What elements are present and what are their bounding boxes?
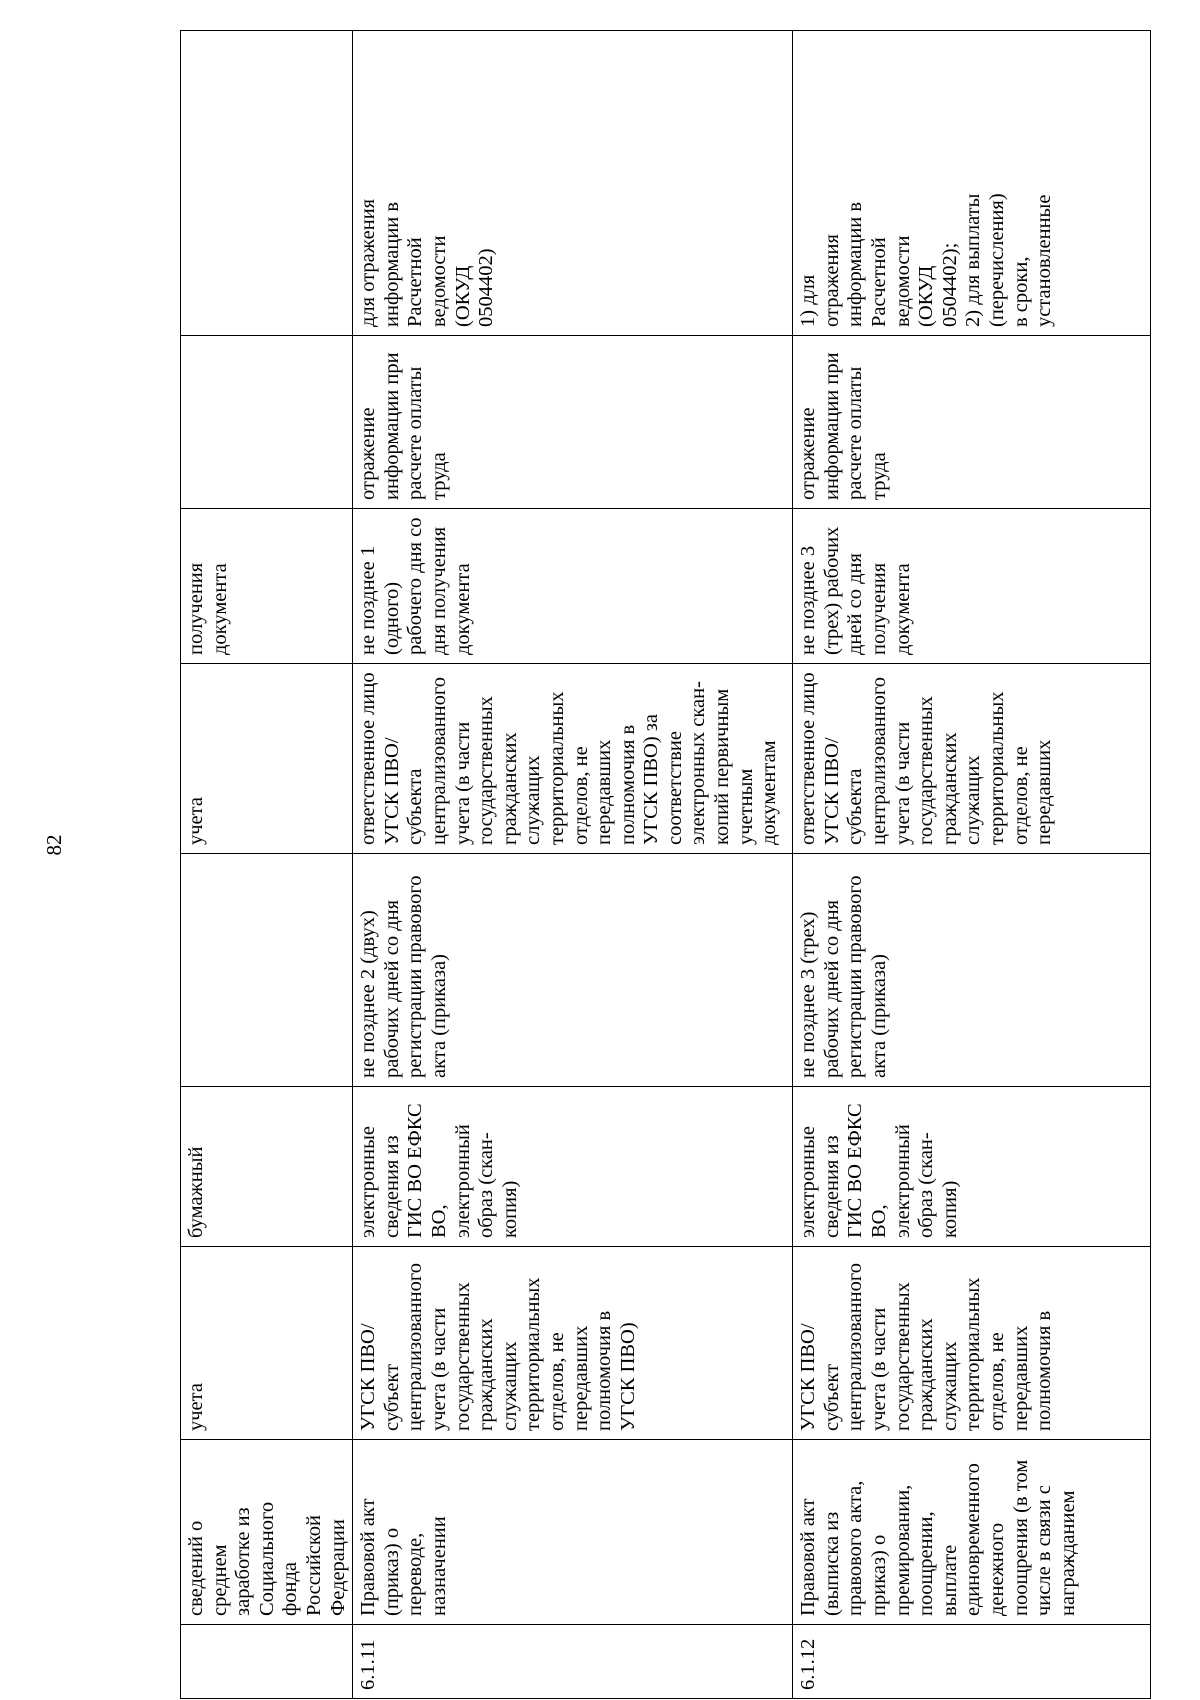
table-cell: для отражения информации в Расчетной ведомости (ОКУД 0504402) [353, 31, 793, 336]
table-cell: отражение информации при расчете оплаты труда [793, 336, 1151, 509]
table-cell: ответственное лицо УГСК ПВО/ субъекта централизованного учета (в части государственных гражданских служащих территориальных отделов, не передавших [793, 664, 1151, 854]
table-cell: учета [181, 664, 353, 854]
table-cell: УГСК ПВО/ субъект централизованного учета (в части государственных гражданских служащих территориальных отделов, не передавших полномочия в УГСК ПВО) [353, 1247, 793, 1440]
table-cell: не позднее 3 (трех) рабочих дней со дня регистрации правового акта (приказа) [793, 854, 1151, 1087]
table-cell: электронные сведения из ГИС ВО ЕФКС ВО, электронный образ (скан- копия) [353, 1087, 793, 1247]
table-row [793, 31, 1151, 1699]
row-number-cell: 6.1.12 [793, 1625, 1151, 1699]
table-row [353, 31, 793, 1699]
table-cell: не позднее 3 (трех) рабочих дней со дня получения документа [793, 509, 1151, 664]
table-cell: отражение информации при расчете оплаты труда [353, 336, 793, 509]
table-cell: ответственное лицо УГСК ПВО/ субъекта централизованного учета (в части государственных гражданских служащих территориальных отделов, не передавших полномочия в УГСК ПВО) за соответствие электронных скан- копий первичным учетным документам [353, 664, 793, 854]
document-name-cell: Правовой акт (выписка из правового акта, приказ) о премировании, поощрении, выплате единовременного денежного поощрения (в том числе в связи с награжданием [793, 1440, 1151, 1625]
table-cell: 1) для отражения информации в Расчетной ведомости (ОКУД 0504402); 2) для выплаты (перечисления) в сроки, установленные [793, 31, 1151, 336]
rotated-table-container [180, 31, 1120, 1699]
table-cell: получения документа [181, 509, 353, 664]
table-cell: бумажный [181, 1087, 353, 1247]
table-cell: сведений о среднем заработке из Социального фонда Российской Федерации [181, 1440, 353, 1625]
document-name-cell: Правовой акт (приказ) о переводе, назначении [353, 1440, 793, 1625]
table-cell [181, 336, 353, 509]
document-table [180, 30, 1151, 1699]
table-cell [181, 1625, 353, 1699]
table-cell: учета [181, 1247, 353, 1440]
table-row-header-continuation [181, 31, 353, 1699]
table-cell [181, 854, 353, 1087]
row-number-cell: 6.1.11 [353, 1625, 793, 1699]
page-number: 82 [42, 834, 66, 856]
table-cell: УГСК ПВО/ субъект централизованного учета (в части государственных гражданских служащих территориальных отделов, не передавших полномочия в [793, 1247, 1151, 1440]
table-cell [181, 31, 353, 336]
table-cell: не позднее 2 (двух) рабочих дней со дня регистрации правового акта (приказа) [353, 854, 793, 1087]
table-cell: не позднее 1 (одного) рабочего дня со дня получения документа [353, 509, 793, 664]
table-cell: электронные сведения из ГИС ВО ЕФКС ВО, электронный образ (скан- копия) [793, 1087, 1151, 1247]
